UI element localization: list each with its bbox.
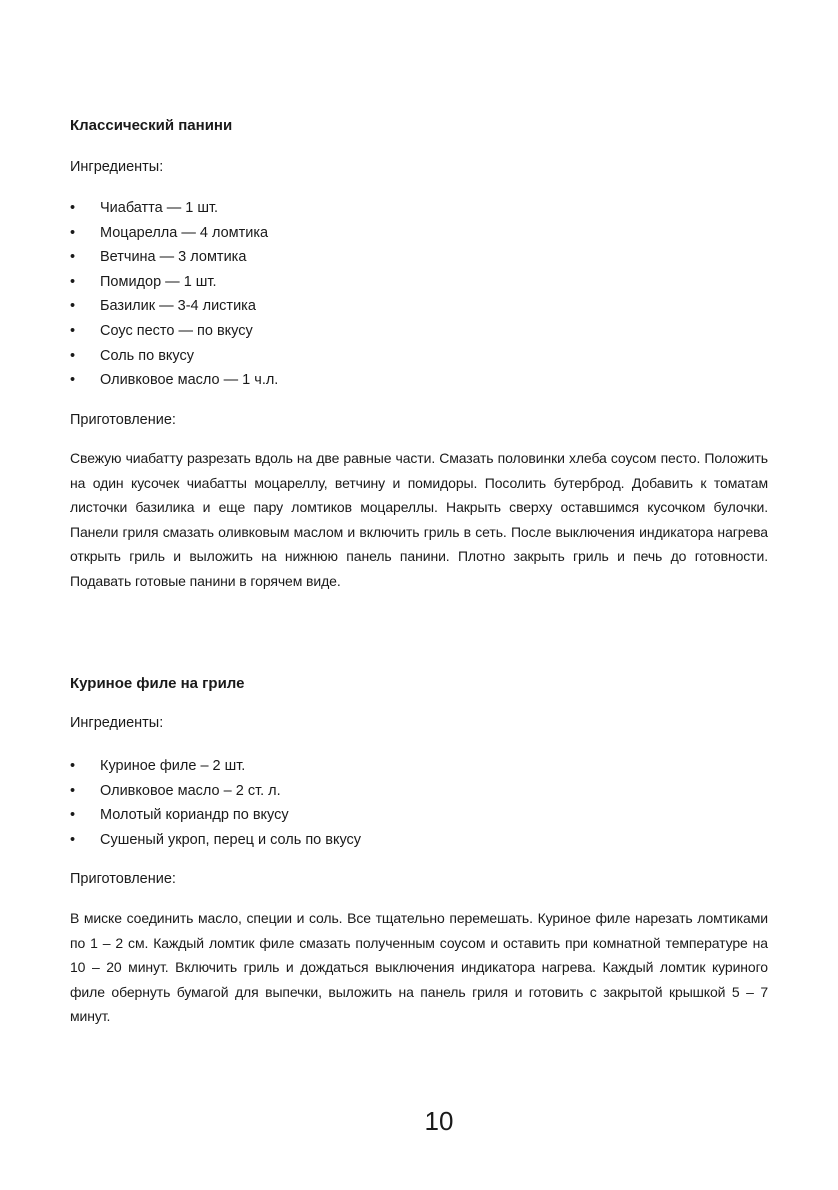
list-item: • Помидор — 1 шт.	[70, 270, 768, 295]
list-item: • Соль по вкусу	[70, 344, 768, 369]
preparation-label: Приготовление:	[70, 871, 176, 887]
list-item: • Оливковое масло — 1 ч.л.	[70, 368, 768, 393]
preparation-label: Приготовление:	[70, 412, 176, 428]
ingredients-label: Ингредиенты:	[70, 159, 164, 175]
ingredients-list	[70, 196, 768, 393]
ingredients-label: Ингредиенты:	[70, 715, 164, 731]
recipe-title: Куриное филе на гриле	[70, 675, 245, 692]
list-item: • Соус песто — по вкусу	[70, 319, 768, 344]
list-item: • Оливковое масло – 2 ст. л.	[70, 779, 768, 804]
list-item: • Молотый кориандр по вкусу	[70, 803, 768, 828]
list-item: • Базилик — 3-4 листика	[70, 294, 768, 319]
recipe-title: Классический панини	[70, 117, 233, 134]
list-item: • Ветчина — 3 ломтика	[70, 245, 768, 270]
list-item: • Куриное филе – 2 шт.	[70, 754, 768, 779]
preparation-text: Свежую чиабатту разрезать вдоль на две равные части. Смазать половинки хлеба соусом песто. Положить на один кусочек чиабатты моцареллу, ветчину и помидоры. Посолить бутерброд. Добавить к томатам листочки базилика и еще пару ломтиков моцареллы. Накрыть сверху оставшимся кусочком булочки. Панели гриля смазать оливковым маслом и включить гриль в сеть. После выключения индикатора нагрева открыть гриль и выложить на нижнюю панель панини. Плотно закрыть гриль и печь до готовности. Подавать готовые панини в горячем виде.	[70, 450, 768, 589]
list-item: • Чиабатта — 1 шт.	[70, 196, 768, 221]
list-item: • Сушеный укроп, перец и соль по вкусу	[70, 828, 768, 853]
page-number: 10	[424, 1106, 454, 1136]
preparation-text: В миске соединить масло, специи и соль. Все тщательно перемешать. Куриное филе нарезать ломтиками по 1 – 2 см. Каждый ломтик филе смазать полученным соусом и оставить при комнатной температуре на 10 – 20 минут. Включить гриль и дождаться выключения индикатора нагрева. Каждый ломтик куриного филе обернуть бумагой для выпечки, выложить на панель гриля и готовить с закрытой крышкой 5 – 7 минут.	[70, 910, 768, 1024]
ingredients-list	[70, 754, 768, 852]
list-item: • Моцарелла — 4 ломтика	[70, 221, 768, 246]
